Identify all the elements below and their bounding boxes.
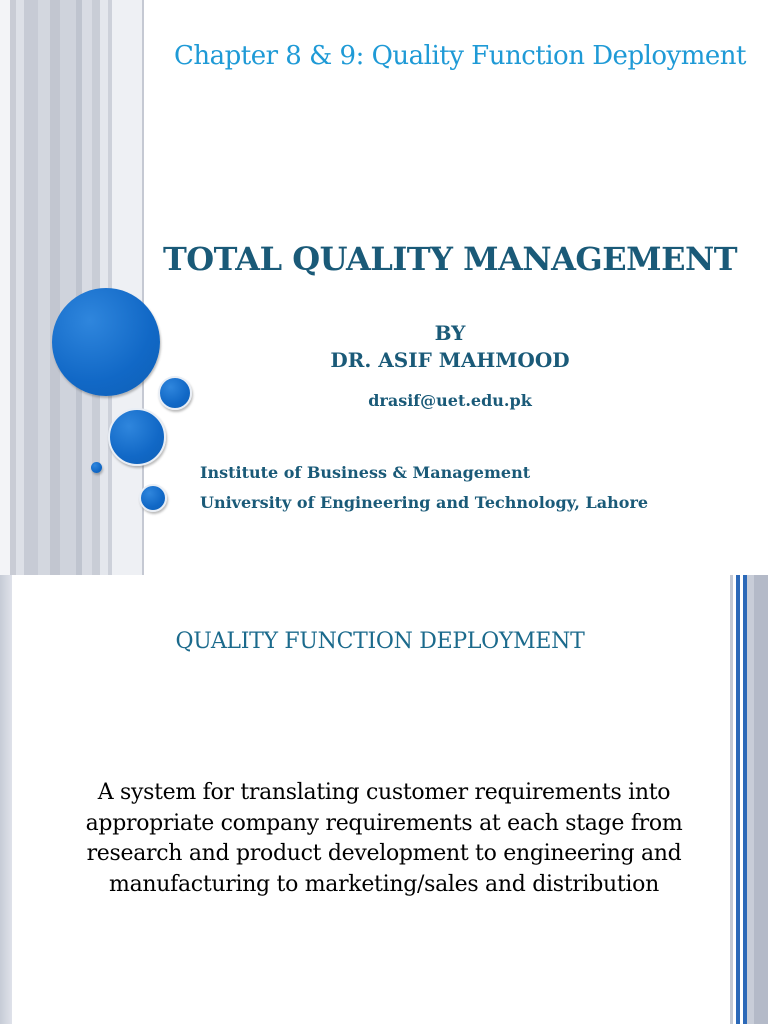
slide-left-edge	[0, 575, 12, 1024]
content-slide	[0, 575, 768, 1024]
by-label: BY	[434, 321, 466, 345]
tiny-circle-decoration	[91, 462, 102, 473]
qfd-definition: A system for translating customer requirements into appropriate company requirements at each stage from research and product development to engineering and manufacturing to marketing/sales and distribution	[85, 780, 683, 897]
main-title: TOTAL QUALITY MANAGEMENT	[162, 240, 738, 278]
author-name: DR. ASIF MAHMOOD	[330, 348, 570, 372]
institute-name: Institute of Business & Management	[200, 463, 531, 482]
institute-block	[200, 458, 720, 518]
university-name: University of Engineering and Technology, Lahore	[200, 493, 649, 512]
slide-title: QUALITY FUNCTION DEPLOYMENT	[175, 629, 585, 654]
medium-circle-decoration	[108, 408, 166, 466]
author-email: drasif@uet.edu.pk	[368, 391, 532, 410]
large-circle-decoration	[52, 288, 160, 396]
small-circle-decoration-lower	[139, 484, 167, 512]
decorative-stripes-left	[0, 0, 150, 575]
chapter-title: Chapter 8 & 9: Quality Function Deployment	[174, 41, 746, 71]
